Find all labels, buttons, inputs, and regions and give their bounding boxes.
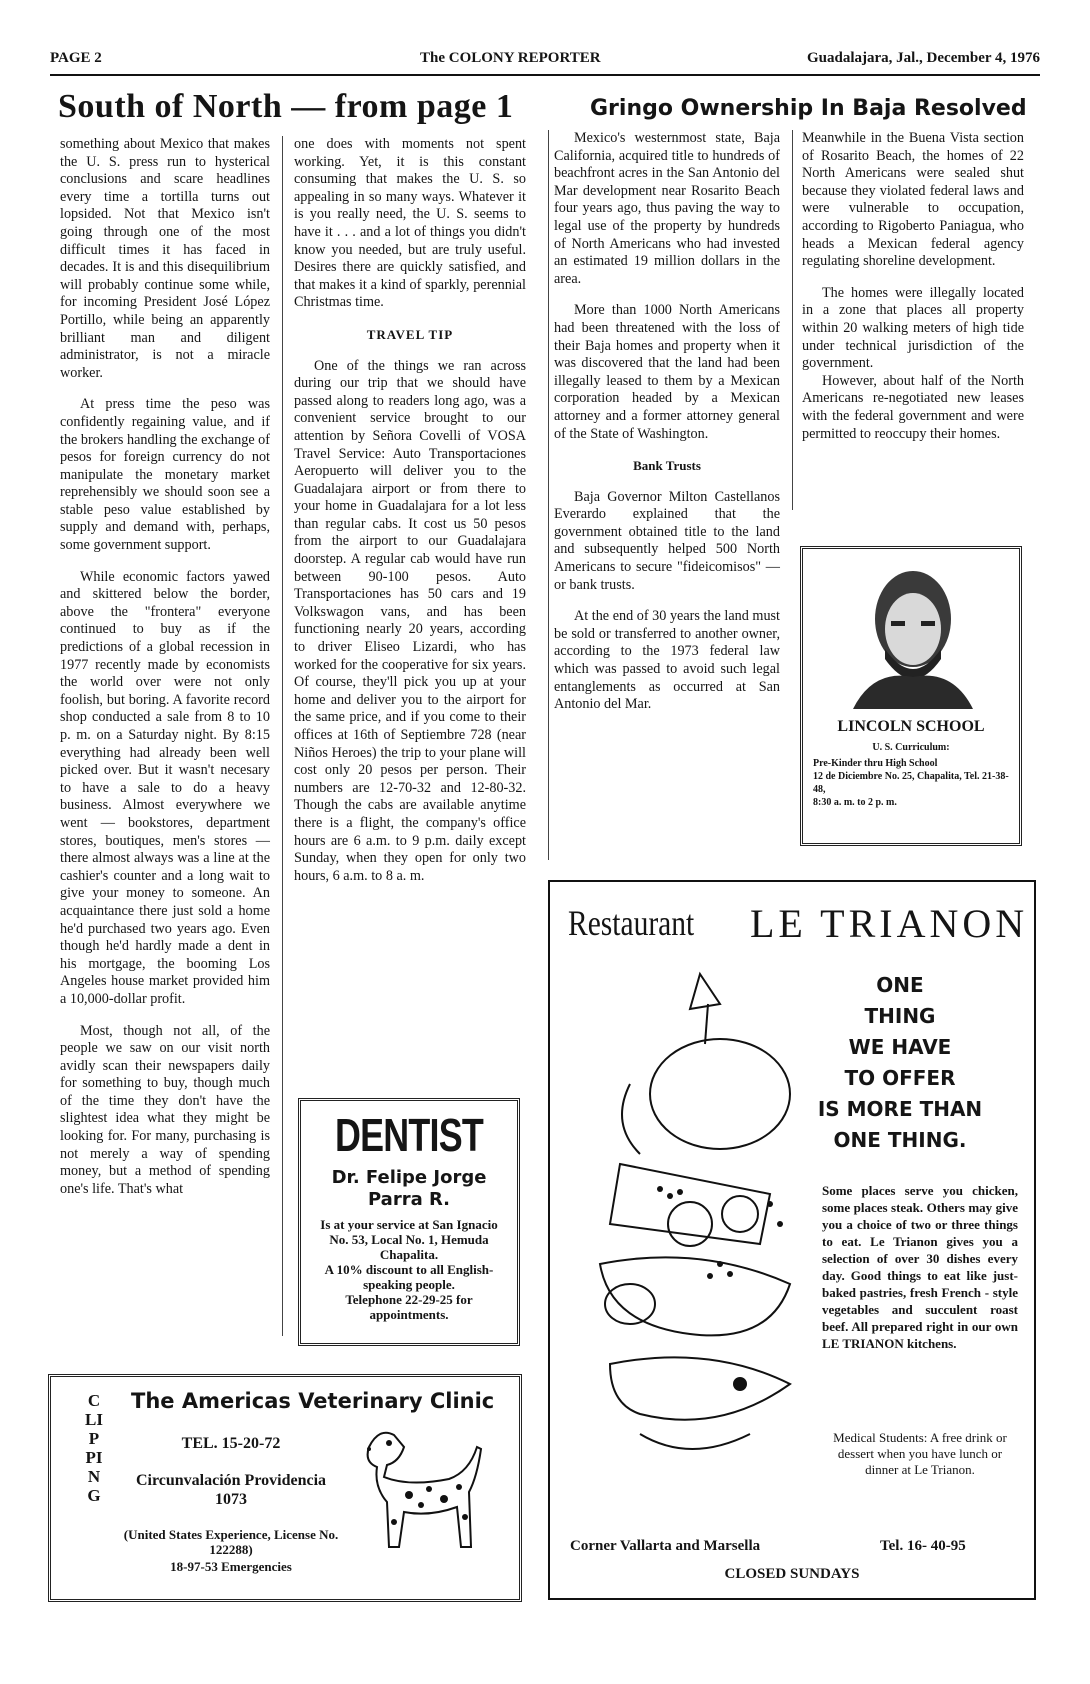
column-rule: [792, 130, 793, 510]
lincoln-grades: Pre-Kinder thru High School: [813, 758, 938, 769]
column-rule: [548, 130, 549, 860]
lincoln-portrait: [813, 559, 1013, 709]
paragraph: While economic factors yawed and skittered below the border, above the "frontera" everyone continued to buy as if the predictions of a global recession in 1977 recently made by economists the world over were not only foolish, but boring. A favorite record shop conducted a sale from 8 to 10 p. m. on a Saturday night. By 8:15 everything had already been well picked over. But it wasn't necesary to have a sale to do a heavy business. Almost everywhere we went — bookstores, department stores, boutiques, men's stores — there almost always was a line at the cashier's counter and a long wait to give your money to someone. An acquaintance there just sold a home he'd purchased two years ago. Even though he'd hardly made a dent in his mortgage, the booming Los Angeles house market provided him a 10,000-dollar profit.: [60, 568, 270, 1007]
clipping-label: CLIPPING: [85, 1391, 103, 1505]
dentist-address: Is at your service at San Ignacio No. 53, Local No. 1, Hemuda Chapalita.: [320, 1217, 498, 1262]
lincoln-address: 12 de Diciembre No. 25, Chapalita, Tel. 21-38-48,: [813, 771, 1009, 795]
paragraph: Mexico's westernmost state, Baja California, acquired title to hundreds of beachfront acres in the San Antonio del Mar development near Rosarito Beach four years ago, thus paving the way to legal use of the property by hundreds of North Americans who had invested an estimated 19 million dollars in the area.: [554, 130, 780, 287]
masthead: [50, 46, 1040, 76]
le-trianon-ad: [548, 880, 1036, 1600]
slogan-line: THING: [864, 1004, 936, 1028]
vet-experience: (United States Experience, License No. 122288): [123, 1527, 339, 1557]
lincoln-hours: 8:30 a. m. to 2 p. m.: [813, 797, 897, 808]
paragraph: More than 1000 North Americans had been threatened with the loss of their Baja homes and property when it was discovered that the land had been illegally leased to them by a Mexican corporation headed by a Mexican attorney and a former attorney general of the State of Washington.: [554, 302, 780, 442]
paragraph: However, about half of the North Americans re-negotiated new leases with the federal government and were permitted to reoccupy their homes.: [802, 372, 1024, 442]
dateline: Guadalajara, Jal., December 4, 1976: [806, 50, 1040, 66]
gringo-headline: Gringo Ownership In Baja Resolved: [590, 96, 1027, 121]
veterinary-ad: [48, 1374, 522, 1602]
trianon-students: Medical Students: A free drink or dessert when you have lunch or dinner at Le Trianon.: [833, 1430, 1007, 1477]
column-rule: [282, 136, 283, 1336]
dentist-phone: Telephone 22-29-25 for appointments.: [345, 1292, 473, 1322]
vet-title: The Americas Veterinary Clinic: [131, 1389, 495, 1413]
slogan-line: TO OFFER: [844, 1066, 956, 1090]
south-column-2: [294, 136, 526, 899]
paragraph: Most, though not all, of the people we saw on our visit north avidly scan their newspapers daily for something to buy, though much of the time they don't have the slightest idea what they might be looking for. For many, purchasing is not merely a way of spending money, but a method of spending one's life. That's what: [60, 1022, 270, 1197]
lincoln-name: LINCOLN SCHOOL: [837, 718, 985, 735]
dentist-name: Dr. Felipe Jorge Parra R.: [331, 1167, 487, 1210]
lincoln-curriculum: U. S. Curriculum:: [872, 742, 950, 753]
slogan-line: ONE: [876, 973, 924, 997]
paragraph: One of the things we ran across during our trip that we should have passed along to readers long ago, was a convenient service brought to our attention by Señora Covelli of VOSA Travel Service: Auto Transportaciones Aeropuerto will deliver you to the Guadalajara airport or from there to your home in Guadalajara for a lot less than regular cabs. It cost us 50 pesos from the airport to our Guadalajara doorstep. A regular cab would have run between 90-100 pesos. Auto Transportaciones has 50 cars and 19 Volkswagon vans, and has been functioning nearly 20 years, according to driver Eliseo Lizardi, who has worked for the cooperative for six years. Of course, they'll pick you up at your home and deliver you to the airport for the same price, and if you come to their offices at 16th of Septiembre 728 (near Niños Heroes) the trip to your plane will cost only 20 pesos per person. Their numbers are 12-70-32 and 12-80-32. Though the cabs are available anytime there is a flight, the company's office hours are 6 a.m. to 9 p.m. daily except Sunday, when they open for only two hours, 6 a.m. to 8 a. m.: [294, 357, 526, 884]
trianon-title-right: LE TRIANON: [750, 901, 1029, 946]
slogan-line: IS MORE THAN: [817, 1097, 983, 1121]
dentist-title: DENTIST: [334, 1109, 484, 1161]
page-number: PAGE 2: [50, 50, 102, 66]
paragraph: The homes were illegally located in a zone that places all property within 20 walking meters of high tide under technical jurisdiction of the government.: [802, 284, 1024, 372]
vet-address: Circunvalación Providencia 1073: [135, 1472, 327, 1508]
trianon-slogan: [790, 970, 1010, 1156]
food-illustration: [570, 964, 818, 1484]
slogan-line: ONE THING.: [833, 1128, 967, 1152]
vet-tel: TEL. 15-20-72: [181, 1435, 281, 1452]
gringo-column-1: [554, 130, 780, 728]
travel-tip-heading: TRAVEL TIP: [366, 326, 454, 342]
bank-trusts-heading: Bank Trusts: [633, 458, 701, 474]
gringo-column-2: [802, 130, 1024, 457]
paragraph: Meanwhile in the Buena Vista section of Rosarito Beach, the homes of 22 North Americans were sealed shut because they violated federal laws and were vulnerable to occupation, according to Rigoberto Paniagua, who heads a Mexican federal agency regulating shoreline development.: [802, 130, 1024, 270]
paragraph: At press time the peso was confidently regaining value, and if the brokers handling the exchange of pesos for foreign currency do not manipulate the monetary market reprehensibly we should soon see a stable peso value established by supply and demand with, perhaps, some government support.: [60, 396, 270, 554]
trianon-title-left: Restaurant: [568, 903, 695, 943]
dentist-discount: A 10% discount to all English-speaking people.: [324, 1262, 494, 1292]
dentist-ad: [298, 1098, 520, 1346]
trianon-closed: CLOSED SUNDAYS: [724, 1566, 860, 1582]
paragraph: one does with moments not spent working. Yet, it is this constant consuming that makes the U. S. so appealing in so many ways. Whatever it is you really need, the U. S. seems to have it . . . and a lot of things you didn't know you needed, but are truly useful. Desires there are quickly satisfied, and that makes it a kind of sparkly, perennial Christmas time.: [294, 136, 526, 311]
south-headline: South of North — from page 1: [58, 88, 514, 125]
slogan-line: WE HAVE: [848, 1035, 952, 1059]
paragraph: At the end of 30 years the land must be sold or transferred to another owner, according to the 1973 federal law which was passed to avoid such legal entanglements as occurred at San Antonio del Mar.: [554, 608, 780, 713]
paper-name: The COLONY REPORTER: [420, 50, 601, 66]
vet-emergencies: 18-97-53 Emergencies: [170, 1559, 292, 1574]
dalmatian-icon: [349, 1417, 499, 1567]
trianon-address: Corner Vallarta and Marsella: [570, 1538, 761, 1554]
trianon-tel: Tel. 16- 40-95: [880, 1538, 966, 1554]
paragraph: something about Mexico that makes the U. S. press run to hysterical conclusions and scare headlines every time a tortilla turns out lopsided. Not that Mexico isn't going through one of the most difficult times it has faced in decades. It is and this disequilibrium will probably continue some while, for incoming President José López Portillo, while being an apparently brilliant man and diligent administrator, is not a miracle worker.: [60, 136, 270, 381]
paragraph: Baja Governor Milton Castellanos Everardo explained that the government obtained title to the land and subsequently helped 500 North Americans to secure "fideicomisos" — or bank trusts.: [554, 488, 780, 593]
lincoln-school-ad: [800, 546, 1022, 846]
trianon-body: Some places serve you chicken, some places steak. Others may give you a choice of two or three things to eat. Le Trianon gives you a selection of over 30 dishes every day. Good things to eat like just-baked pastries, fresh French - style vegetables and succulent roast beef. All prepared right in our own LE TRIANON kitchens.: [822, 1183, 1018, 1351]
south-column-1: [60, 136, 270, 1212]
